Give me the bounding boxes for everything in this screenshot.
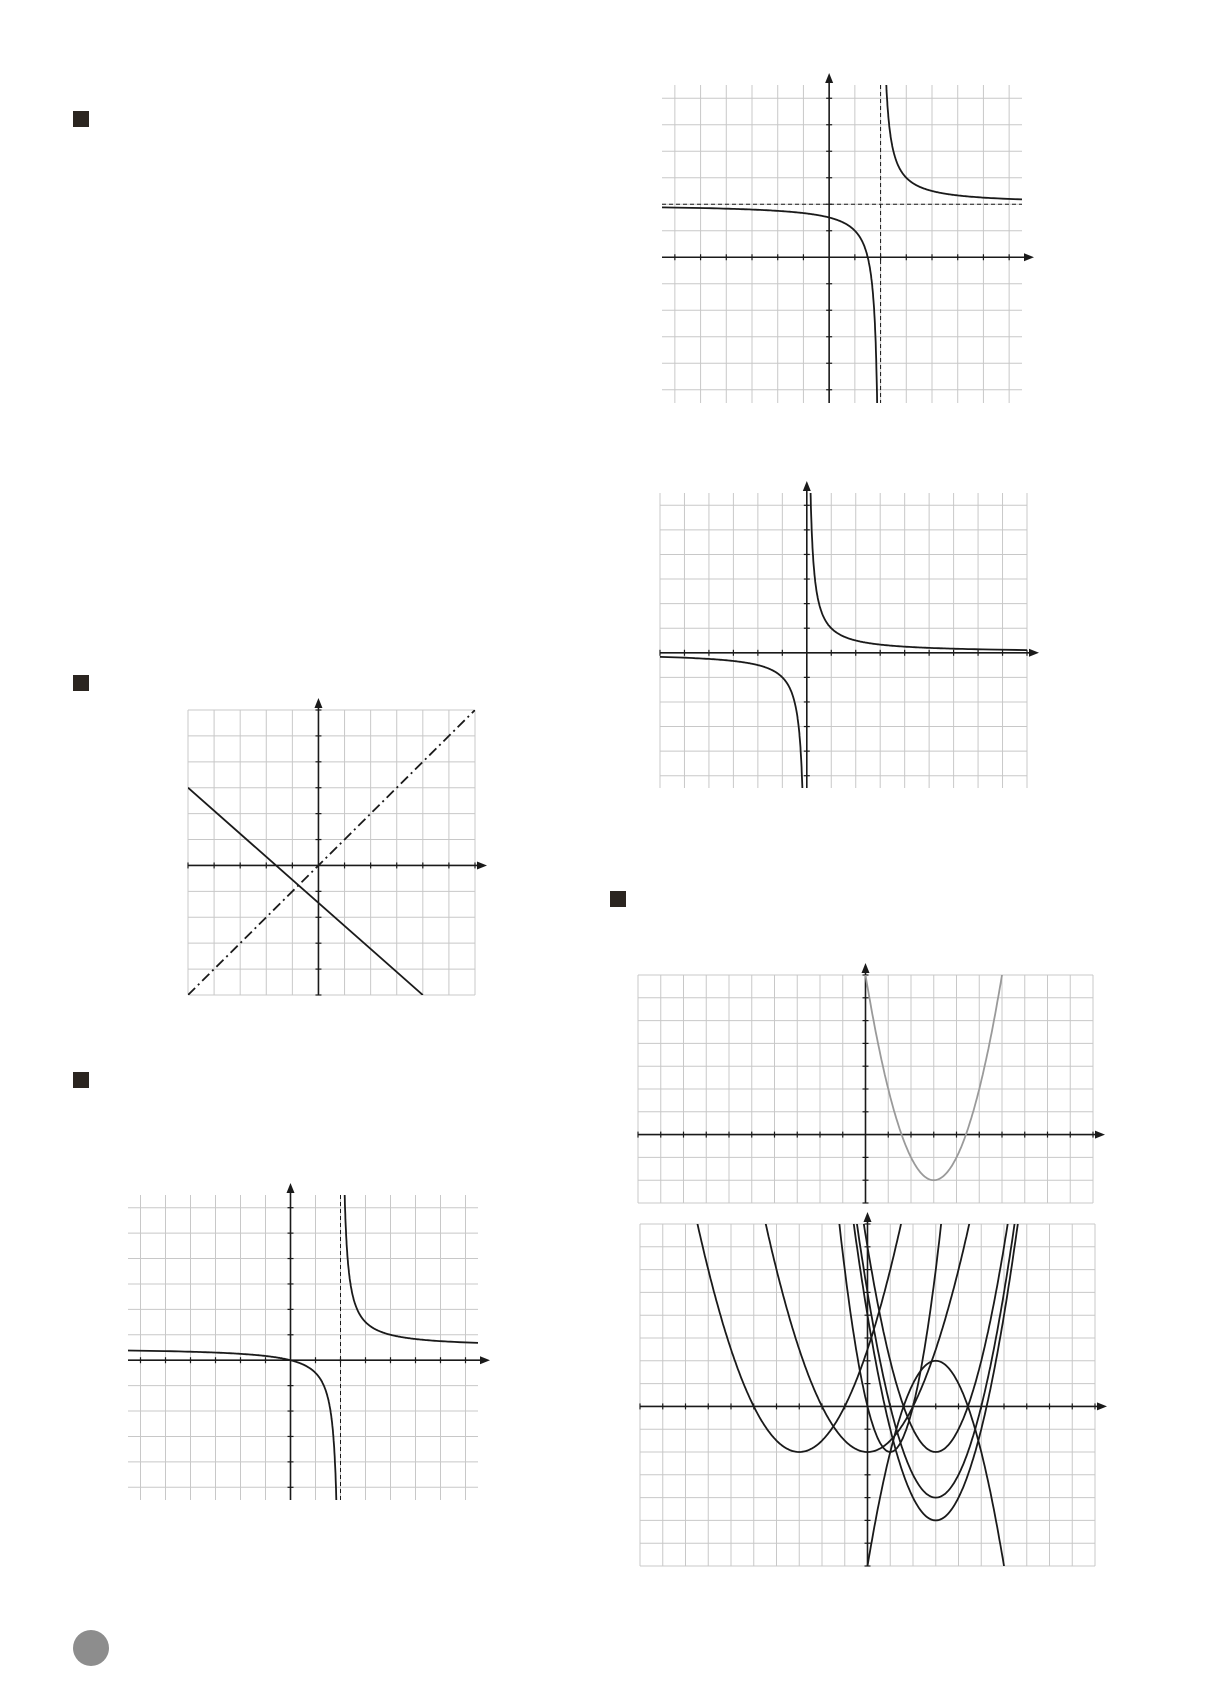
axes (660, 481, 1039, 788)
page-number-badge (73, 1630, 109, 1666)
x-axis-arrow (480, 1356, 490, 1364)
y-axis-arrow (803, 481, 811, 491)
graph-parabola-single (638, 975, 1093, 1203)
grid (662, 85, 1022, 403)
grid (128, 1195, 478, 1500)
y-axis-arrow (287, 1183, 295, 1193)
graph-hyperbola-left (128, 1195, 478, 1500)
axes (662, 73, 1034, 403)
section-bullet-1 (73, 111, 89, 127)
graph-lines (188, 710, 475, 995)
graph-parabola-family (640, 1224, 1095, 1566)
hyperbola-branch-0-0 (128, 1351, 340, 1683)
x-axis-arrow (1024, 253, 1034, 261)
curves (188, 710, 475, 995)
section-bullet-2 (73, 675, 89, 691)
x-axis-arrow (1029, 649, 1039, 657)
axes (640, 1212, 1107, 1566)
x-axis-arrow (477, 861, 487, 869)
section-bullet-3 (73, 1072, 89, 1088)
graph-hyperbola-mid (660, 493, 1027, 788)
x-axis-arrow (1095, 1131, 1105, 1139)
grid (660, 493, 1027, 788)
y-axis-arrow (825, 73, 833, 83)
y-axis-arrow (864, 1212, 872, 1222)
line-series-1 (188, 710, 475, 995)
curves (662, 0, 1022, 933)
x-axis-arrow (1097, 1402, 1107, 1410)
y-axis-arrow (314, 698, 322, 708)
axes (638, 963, 1105, 1203)
hyperbola-branch-0-1 (881, 0, 1022, 199)
graph-hyperbola-top (662, 85, 1022, 403)
section-bullet-4 (610, 891, 626, 907)
y-axis-arrow (862, 963, 870, 973)
